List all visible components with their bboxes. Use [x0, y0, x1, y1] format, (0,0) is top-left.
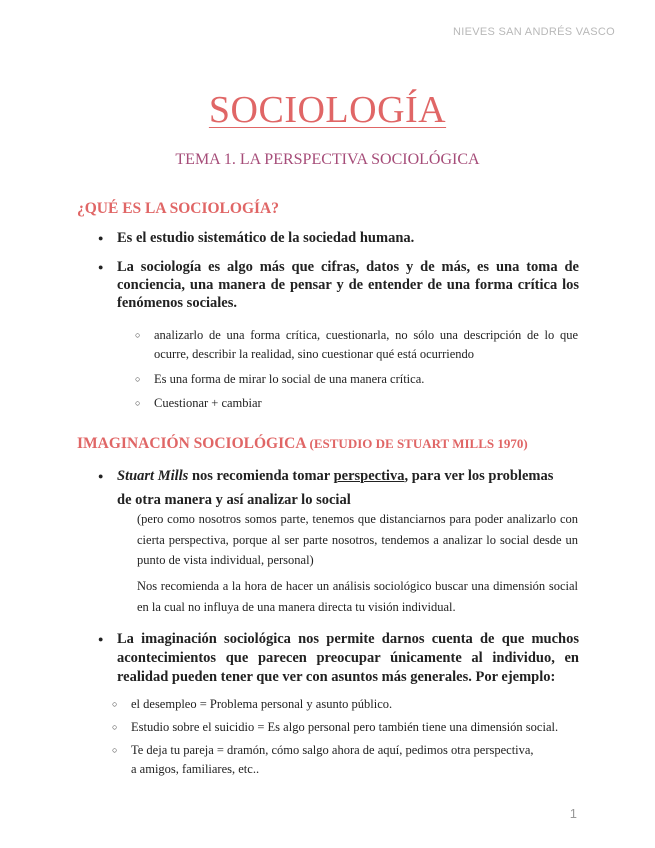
section-heading-imaginacion-text: IMAGINACIÓN SOCIOLÓGICA	[77, 435, 306, 452]
section-heading-imaginacion	[77, 435, 528, 453]
bullet-stuart-mills-part2: , para ver los problemas	[404, 468, 554, 484]
document-subtitle: TEMA 1. LA PERSPECTIVA SOCIOLÓGICA	[175, 151, 480, 168]
sub-bullet-mirar: ○ Es una forma de mirar lo social de una manera crítica.	[154, 370, 578, 389]
example-pareja-line2: a amigos, familiares, etc..	[131, 762, 260, 776]
bullet-imaginacion: ● La imaginación sociológica nos permite darnos cuenta de que muchos acontecimientos que parecen preocupar únicamente al individuo, en realidad pueden tener que ver con asuntos más generales. Por ejemplo:	[117, 630, 579, 687]
bullet-stuart-mills-line2: de otra manera y así analizar lo social	[117, 492, 351, 508]
bullet-stuart-mills	[117, 464, 579, 512]
bullet-conciencia: ● La sociología es algo más que cifras, datos y de más, es una toma de conciencia, una manera de pensar y de entender de una forma crítica los fenómenos sociales.	[117, 258, 579, 312]
bullet-definition: ● Es el estudio sistemático de la sociedad humana.	[117, 229, 579, 247]
section-heading-note: (ESTUDIO DE STUART MILLS 1970)	[309, 436, 528, 451]
author-header: NIEVES SAN ANDRÉS VASCO	[453, 26, 615, 38]
example-desempleo: ○ el desempleo = Problema personal y asunto público.	[131, 695, 601, 714]
bullet-stuart-mills-part1: nos recomienda tomar	[191, 468, 330, 484]
example-pareja	[131, 741, 601, 779]
section-heading-que-es: ¿QUÉ ES LA SOCIOLOGÍA?	[77, 200, 279, 217]
example-suicidio: ○ Estudio sobre el suicidio = Es algo personal pero también tiene una dimensión social.	[131, 718, 601, 737]
document-title: SOCIOLOGÍA	[208, 89, 447, 131]
paragraph-dimension-social: Nos recomienda a la hora de hacer un análisis sociológico buscar una dimensión social en la cual no influya de una manera directa tu visión individual.	[137, 579, 578, 614]
page-number: 1	[569, 806, 577, 821]
paragraph-distanciarnos: (pero como nosotros somos parte, tenemos que distanciarnos para poder analizarlo con cierta perspectiva, porque al ser parte nosotros, tendemos a analizar lo social desde un punto de vista individual, personal)	[137, 512, 578, 567]
sub-bullet-analizar: ○ analizarlo de una forma crítica, cuestionarla, no sólo una descripción de lo que ocurre, describir la realidad, sino cuestionar qué está ocurriendo	[154, 326, 578, 364]
perspectiva-underlined: perspectiva	[333, 468, 405, 484]
stuart-mills-name: Stuart Mills	[117, 468, 189, 484]
example-pareja-line1: Te deja tu pareja = dramón, cómo salgo ahora de aquí, pedimos otra perspectiva,	[131, 743, 534, 757]
sub-bullet-cuestionar: ○ Cuestionar + cambiar	[154, 394, 578, 413]
